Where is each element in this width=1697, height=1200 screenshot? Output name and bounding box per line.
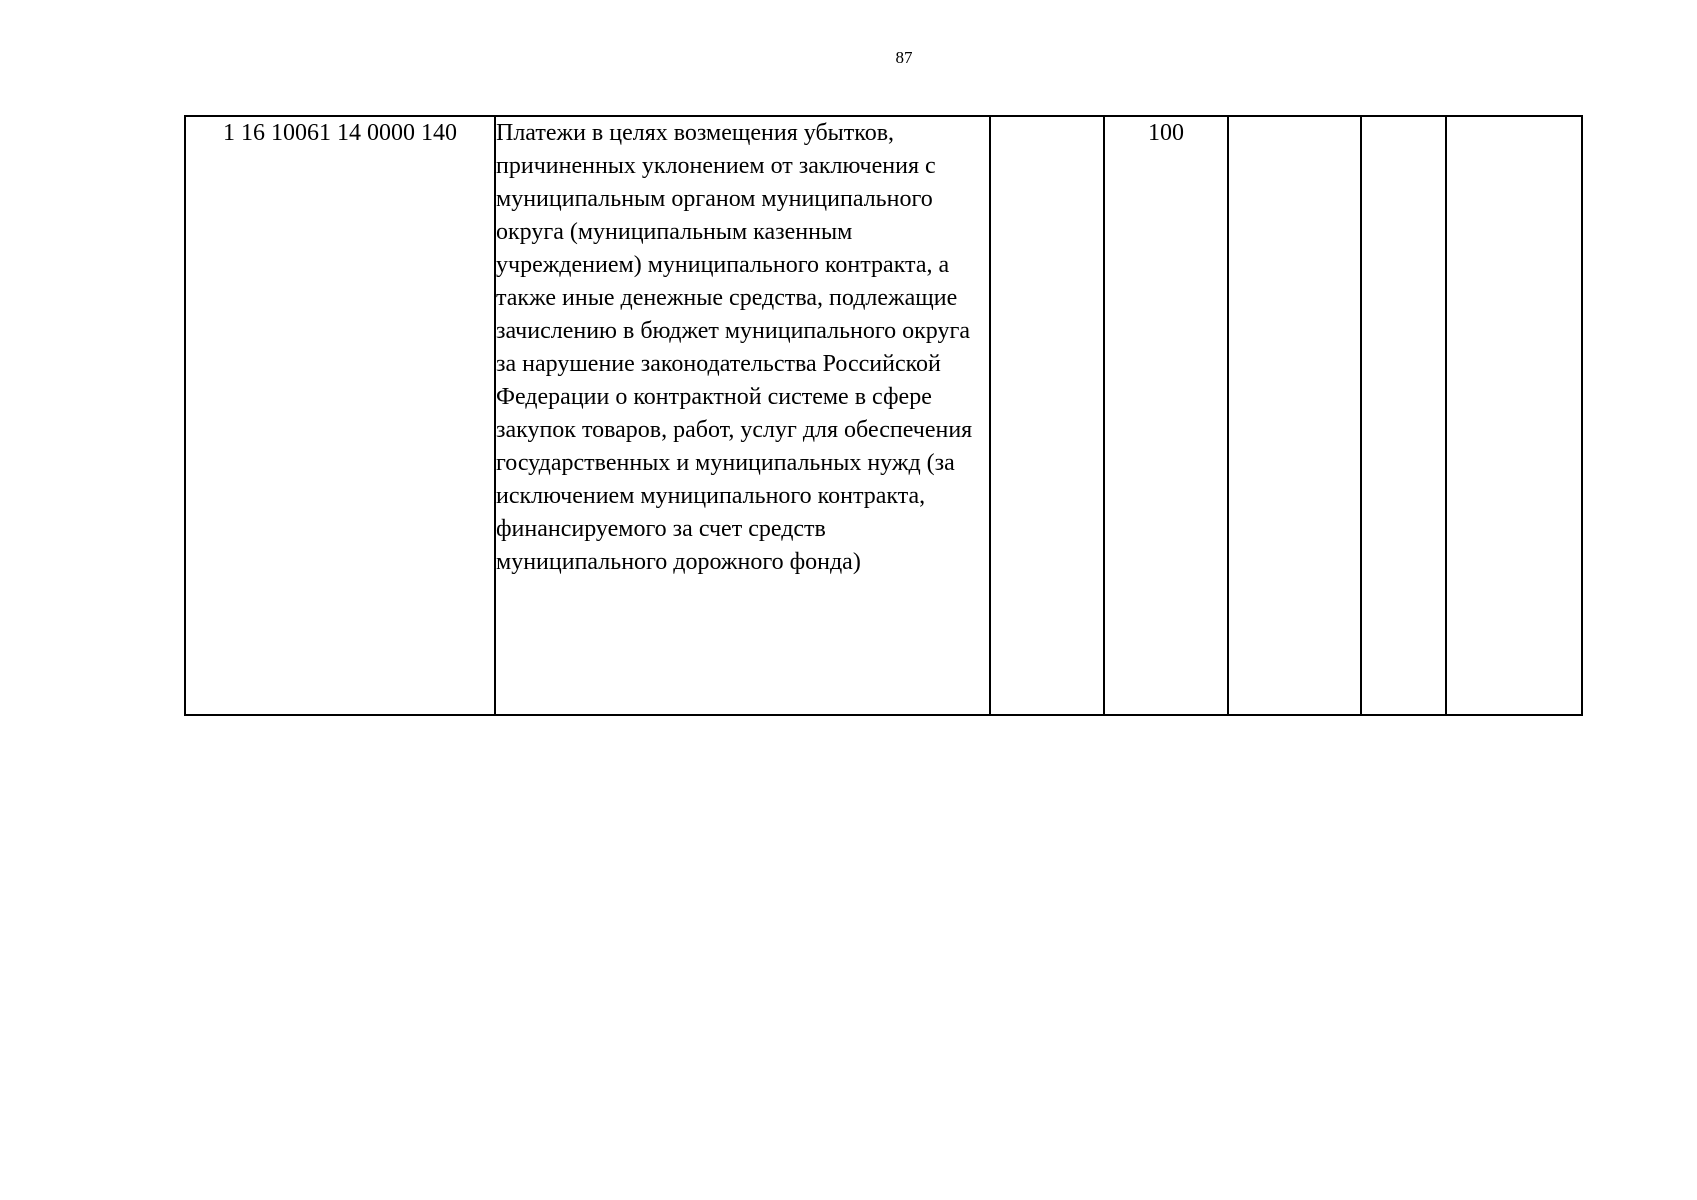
column-3-cell [990, 116, 1104, 715]
column-6-cell [1361, 116, 1446, 715]
column-5-cell [1228, 116, 1361, 715]
budget-table [184, 115, 1583, 716]
column-7-cell [1446, 116, 1582, 715]
normative-percent-cell: 100 [1104, 116, 1228, 715]
code-cell: 1 16 10061 14 0000 140 [185, 116, 495, 715]
table-row [185, 116, 1582, 715]
description-cell: Платежи в целях возмещения убытков, причиненных уклонением от заключения с муниципальным органом муниципального округа (муниципальным казенным учреждением) муниципального контракта, а также иные денежные средства, подлежащие зачислению в бюджет муниципального округа за нарушение законодательства Российской Федерации о контрактной системе в сфере закупок товаров, работ, услуг для обеспечения государственных и муниципальных нужд (за исключением муниципального контракта, финансируемого за счет средств муниципального дорожного фонда) [495, 116, 990, 715]
page-number: 87 [895, 48, 913, 67]
